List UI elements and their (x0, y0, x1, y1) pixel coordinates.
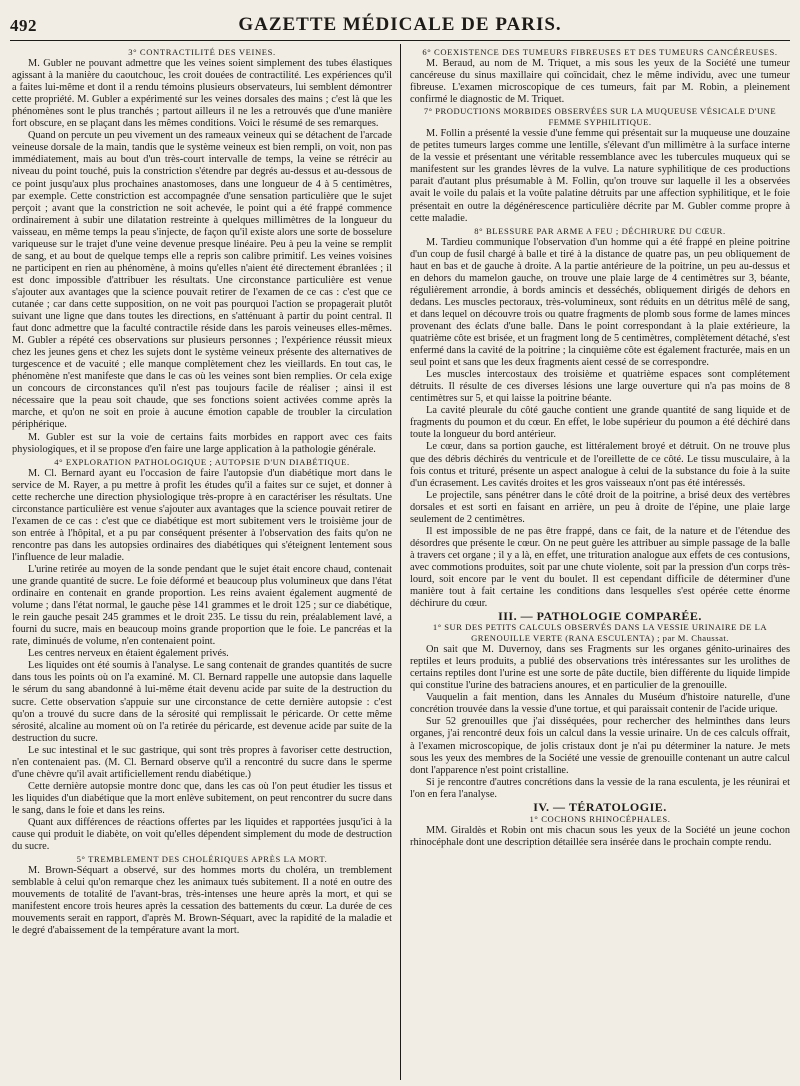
paragraph: Les muscles intercostaux des troisième et quatrième espaces sont complétement détruits. Il résulte de ces diverses lésions une large ouverture qui n'a pas moins de 8 centimètres sur 5, et qui laisse la poitrine béante. (410, 369, 790, 405)
paragraph: On sait que M. Duvernoy, dans ses Fragments sur les organes génito-urinaires des reptiles et leurs produits, a publié des observations très intéressantes sur les urolithes de certains reptiles dont l'urine est une sorte de pâte ductile, bien différente du liquide limpide qui constitue l'urine des batraciens anoures, et en particulier de la grenouille. (410, 644, 790, 692)
paragraph: L'urine retirée au moyen de la sonde pendant que le sujet était encore chaud, contenait une grande quantité de sucre. Le foie déformé et beaucoup plus volumineux que dans l'état ordinaire en contenait en grande proportion. Les reins avaient également augmenté de volume ; dans l'état normal, le gauche pèse 141 grammes et le droit 125 ; sur ce diabétique, le rein gauche pesait 245 grammes et le droit 235. Le tissu du rein, préalablement lavé, a fourni du sucre, mais en beaucoup moins grande proportion que le foie. Le pancréas et la rate, diminués de volume, n'en contenaient point. (12, 564, 392, 648)
paragraph: M. Tardieu communique l'observation d'un homme qui a été frappé en pleine poitrine d'un coup de fusil chargé à balle et tiré à la distance de quatre pas, un peu obliquement de haut en bas et de gauche à droite. A la partie antérieure de la poitrine, un peu au-dessus et en dehors du mamelon gauche, on trouve une plaie large de 4 centimètres sur 3, béante, régulièrement arrondie, à bords amincis et desséchés, obliquement dirigés de dehors en dedans. Les muscles pectoraux, très-volumineux, sont réduits en un détritus mêlé de sang, et dans lequel on découvre trois ou quatre fragments de plomb sous forme de lames minces provenant des éclats d'une balle. Dans le point correspondant à la plaie extérieure, la quatrième côte est brisée, et un fragment long de 5 centimètres, complètement détaché, s'est enfermé dans la cavité de la poitrine ; la cinquième côte est également fracturée, mais en un seul point et sans que les deux fragments aient cessé de se correspondre. (410, 236, 790, 369)
paragraph: Le suc intestinal et le suc gastrique, qui sont très propres à favoriser cette destruction, n'en contenaient pas. (M. Cl. Bernard observe qu'il a rencontré du sucre dans le sperme d'une chèvre qu'il avait artificiellement rendu diabétique.) (12, 744, 392, 780)
paragraph: Quand on percute un peu vivement un des rameaux veineux qui se détachent de l'arcade veineuse dorsale de la main, tandis que le système veineux est bien rempli, on voit, non pas immédiatement, mais au bout d'un très-court intervalle de temps, la veine se rétrécir au niveau du point touché, puis la constriction s'étendre par degrés au-dessus et au-dessous de ce point jusqu'aux plus prochaines anastomoses, dans une longueur de 4 à 5 centimètres, par exemple. Cette constriction est accompagnée d'une sensation particulière que le sujet perçoit ; avant que la constriction ne soit achevée, le point qui a été frappé commence ordinairement à subir une dilatation restreinte à quelques millimètres de la longueur du vaisseau, en même temps la peau s'injecte, de façon qu'il existe alors une sorte de bosselure variqueuse sur le trajet d'une veine devenue presque linéaire. Peu à peu la veine se remplit de sang, et au bout de quelque temps elle a repris son calibre primitif. Les veines voisines ne participent en rien au phénomène, à moins qu'elles n'aient été directement ébranlées ; il est donc impossible d'attribuer les résultats. Une circonstance particulière est venue s'ajouter aux avantages que la science pouvait retirer de l'examen de ce cas : c'est que ce cutanée ; car dans cette supposition, on ne voit pas pourquoi l'action se propagerait plutôt suivant une ligne que dans toutes les directions, en s'atténuant à partir du point central. Il faut donc admettre que la faculté contractile réside dans les parois veineuses elles-mêmes. M. Gubler a répété ces observations sur plusieurs personnes ; l'expérience réussit mieux chez les jeunes gens et chez les sujets dont le système veineux présente des alternatives de turgescence et de vacuité ; elle manque complètement chez les vieillards. En tout cas, le phénomène n'est manifeste que dans le cas où les veines sont bien remplies. Or cela exige un concours de circonstances qu'il n'est pas toujours facile de réaliser ; ainsi il est nécessaire que la peau soit chaude, que ses fonctions soient activées comme après la marche, et qu'on ne soit en proie à aucune émotion capable de troubler la circulation périphérique. (12, 130, 392, 431)
column-divider (400, 44, 401, 1080)
paragraph: Les liquides ont été soumis à l'analyse. Le sang contenait de grandes quantités de sucre dans tous les points où on l'a examiné. M. Cl. Bernard rappelle une autopsie dans laquelle le sérum du sang abandonné à lui-même était devenu acide par suite de la destruction du sucre. Cette observation s'appuie sur une circonstance de cette dernière autopsie : c'est qu'on a trouvé du sucre dans de la sérosité qui remplissait le péricarde. Or cette même sérosité, alcaline au moment où on l'a retirée du péricarde, est devenue acide par suite de la destruction du sucre. (12, 660, 392, 744)
right-column (410, 46, 790, 1080)
header-rule (10, 40, 790, 41)
paragraph: Cette dernière autopsie montre donc que, dans les cas où l'on peut étudier les tissus et les liquides d'un diabétique que la mort enlève subitement, on peut rencontrer du sucre dans le sang, dans le foie et dans les reins. (12, 780, 392, 816)
part-heading: IV. — TÉRATOLOGIE. (533, 799, 667, 814)
running-title: GAZETTE MÉDICALE DE PARIS. (238, 14, 562, 35)
page-header (10, 14, 790, 38)
paragraph: M. Gubler est sur la voie de certains faits morbides en rapport avec ces faits physiologiques, et il se propose d'en faire une large application à la pathologie générale. (12, 431, 392, 455)
page-number: 492 (10, 16, 37, 35)
section-heading: 4° EXPLORATION PATHOLOGIQUE ; AUTOPSIE D'UN DIABÉTIQUE. (54, 456, 350, 467)
left-column (12, 46, 392, 1080)
section-heading: 1° COCHONS RHINOCÉPHALES. (529, 813, 671, 824)
paragraph: M. Beraud, au nom de M. Triquet, a mis sous les yeux de la Société une tumeur cancéreuse du sinus maxillaire qui coïncidait, chez le même individu, avec une tumeur fibreuse. L'examen microscopique de ces tumeurs, fait par M. Robin, a pleinement confirmé le diagnostic de M. Triquet. (410, 58, 790, 106)
section-heading: 1° SUR DES PETITS CALCULS OBSERVÉS DANS LA VESSIE URINAIRE DE LA GRENOUILLE VERTE (RANA ESCULENTA) ; par M. Chaussat. (432, 622, 768, 644)
paragraph: Il est impossible de ne pas être frappé, dans ce fait, de la nature et de l'étendue des désordres que présente le cœur. On ne peut guère les attribuer au simple passage de la balle à travers cet organe ; il y a là, en effet, une trituration analogue aux effets de ces contusions, avec commotions produites, soit par une chute violente, soit par la pression d'un corps très-lourd, soit encore par le vent du boulet. Il est cependant difficile de déterminer d'une manière tout à fait certaine les conditions dans lesquelles s'est opérée cette énorme déchirure du cœur. (410, 525, 790, 610)
paragraph: M. Gubler ne pouvant admettre que les veines soient simplement des tubes élastiques agissant à la manière du caoutchouc, les croit douées de contractilité. Les expériences qu'il a faites lui-même et dont il a rendu témoins plusieurs observateurs, lui semblent démontrer cette propriété. M. Gubler a expérimenté sur les veines dorsales des mains ; c'est là que les phénomènes sont le plus tranchés ; partout ailleurs il ne les a retrouvés que d'une manière fort obscure, en se plaçant dans les mêmes conditions. Voici le résumé de ses remarques. (12, 58, 392, 130)
paragraph: M. Follin a présenté la vessie d'une femme qui présentait sur la muqueuse une douzaine de petites tumeurs larges comme une lentille, s'élevant d'un millimètre à la surface interne de la vessie et présentant une véritable ressemblance avec les tubercules muqueux qui se manifestent sur les grandes lèvres de la vulve. La nature syphilitique de ces productions parait d'autant plus présumable à M. Follin, qu'on trouve sur laquelle il les a observées avait le voile du palais et la voûte palatine détruits par une affection syphilitique, et le foie présentait en outre la dégénérescence particulière décrite par M. Gubler comme propre à cette maladie. (410, 128, 790, 224)
section-heading: 6° COEXISTENCE DES TUMEURS FIBREUSES ET DES TUMEURS CANCÉREUSES. (422, 47, 778, 57)
paragraph: La cavité pleurale du côté gauche contient une grande quantité de sang liquide et de fragments du poumon et du cœur. En effet, le lobe supérieur du poumon a été déchiré dans toute la longueur du bord antérieur. (410, 405, 790, 441)
paragraph: M. Brown-Séquart a observé, sur des hommes morts du choléra, un tremblement semblable à celui qu'on remarque chez les animaux tués subitement. Il a noté en outre des mouvements de totalité de l'avant-bras, très-intenses une heure après la mort, et qui se manifestent encore trois heures après la cessation des battements du cœur. La durée de ces mouvements serait en rapport, d'après M. Brown-Séquart, avec la rapidité de la maladie et le degré d'abaissement de la température avant la mort. (12, 865, 392, 937)
paragraph: Si je rencontre d'autres concrétions dans la vessie de la rana esculenta, je les réunirai et l'on en fera l'analyse. (410, 776, 790, 800)
paragraph: Sur 52 grenouilles que j'ai disséquées, pour rechercher des helminthes dans leurs organes, j'ai rencontré deux fois un calcul dans la vessie urinaire. Un de ces calculs offrait, à l'examen microscopique, de jolis cristaux dont je n'ai pu déterminer la nature. Je mets sous les yeux des membres de la Société une vessie de grenouille contenant un autre calcul dont l'apparence n'est point cristalline. (410, 716, 790, 776)
paragraph: Le projectile, sans pénétrer dans le côté droit de la poitrine, a brisé deux des vertèbres dorsales et est sorti en faisant en arrière, un peu à droite de l'épine, une plaie large seulement de 2 centimètres. (410, 489, 790, 525)
section-heading: 7° PRODUCTIONS MORBIDES OBSERVÉES SUR LA MUQUEUSE VÉSICALE D'UNE FEMME SYPHILITIQUE. (423, 106, 777, 128)
part-heading: III. — PATHOLOGIE COMPARÉE. (498, 609, 702, 624)
paragraph: Vauquelin a fait mention, dans les Annales du Muséum d'histoire naturelle, d'une concrétion trouvée dans la vessie d'une tortue, et qui paraissait contenir de l'acide urique. (410, 692, 790, 716)
paragraph: Les centres nerveux en étaient également privés. (28, 648, 229, 660)
section-heading: 8° BLESSURE PAR ARME A FEU ; DÉCHIRURE DU CŒUR. (474, 225, 726, 236)
section-heading: 3° CONTRACTILITÉ DES VEINES. (128, 47, 276, 57)
paragraph: M. Cl. Bernard ayant eu l'occasion de faire l'autopsie d'un diabétique mort dans le service de M. Rayer, a pu mettre à profit les études qu'il a faites sur ce sujet, et donner à cette recherche une direction physiologique très-propre à en caractériser les résultats. Une circonstance particulière est venue s'ajouter aux avantages que la science pouvait retirer de l'examen de ce cas : c'est que ce diabétique est mort subitement vers le troisième jour de son entrée à l'hôpital, et a pu par conséquent présenter à l'observation des faits qu'on ne rencontre pas dans les autopsies ordinaires des diabétiques qui s'éteignent lentement sous l'influence de leur maladie. (12, 467, 392, 563)
paragraph: Le cœur, dans sa portion gauche, est littéralement broyé et détruit. On ne trouve plus que des débris déchirés du ventricule et de l'oreillette de ce côté. Le tissu musculaire, à la fois contus et trituré, présente un aspect analogue à celui de la substance du foie à la suite d'un écrasement. Les cavités droites et les gros vaisseaux n'ont pas été intéressés. (410, 441, 790, 489)
section-heading: 5° TREMBLEMENT DES CHOLÉRIQUES APRÈS LA MORT. (76, 854, 328, 865)
paragraph: Quant aux différences de réactions offertes par les liquides et rapportées jusqu'ici à la cause qui produit le diabète, on voit qu'elles dépendent simplement du mode de destruction du sucre. (12, 817, 392, 853)
paragraph: MM. Giraldès et Robin ont mis chacun sous les yeux de la Société un jeune cochon rhinocéphale dont une description détaillée sera insérée dans le prochain compte rendu. (410, 824, 790, 848)
